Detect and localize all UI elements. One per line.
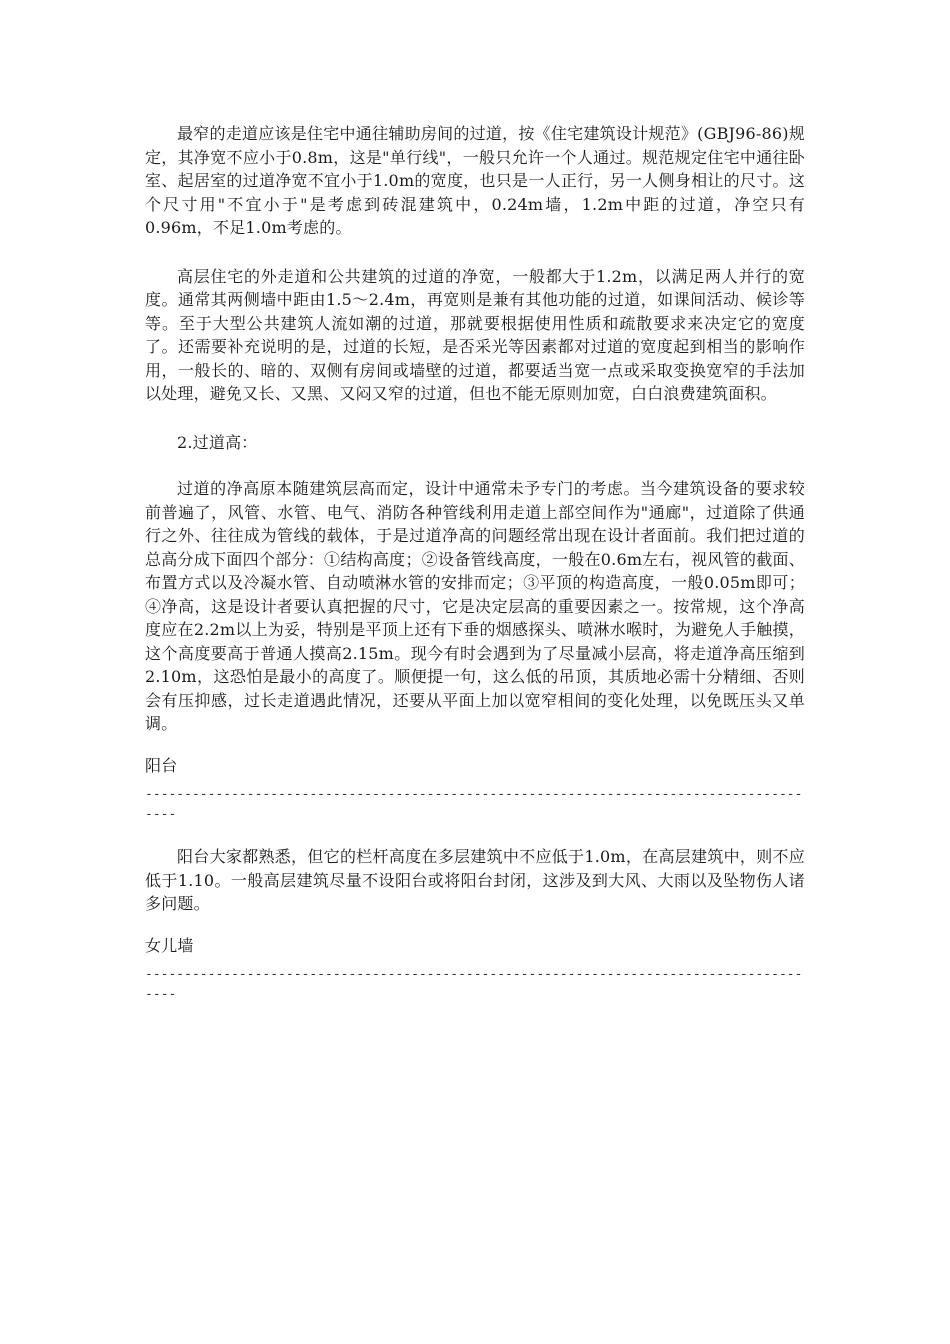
section-heading-parapet: 女儿墙 — [145, 935, 194, 955]
paragraph-balcony: 阳台大家都熟悉，但它的栏杆高度在多层建筑中不应低于1.0m，在高层建筑中，则不应低于1.10。一般高层建筑尽量不设阳台或将阳台封闭，这涉及到大风、大雨以及坠物伤人诸多问题。 — [145, 847, 805, 913]
dashed-divider-balcony: ---------------------------------------------------------------------------------------- — [145, 787, 803, 822]
paragraph-corridor-height: 过道的净高原本随建筑层高而定，设计中通常未予专门的考虑。当今建筑设备的要求较前普遍了，风管、水管、电气、消防各种管线利用走道上部空间作为"通廊"，过道除了供通行之外、往往成为管线的载体，于是过道净高的问题经常出现在设计者面前。我们把过道的总高分成下面四个部分：①结构高度；②设备管线高度，一般在0.6m左右，视风管的截面、布置方式以及冷凝水管、自动喷淋水管的安排而定；③平顶的构造高度，一般0.05m即可；④净高，这是设计者要认真把握的尺寸，它是决定层高的重要因素之一。按常规，这个净高度应在2.2m以上为妥，特别是平顶上还有下垂的烟感探头、喷淋水喉时，为避免人手触摸，这个高度要高于普通人摸高2.15m。现今有时会遇到为了尽量减小层高，将走道净高压缩到2.10m，这恐怕是最小的高度了。顺便提一句，这么低的吊顶，其质地必需十分精细、否则会有压抑感，过长走道遇此情况，还要从平面上加以宽窄相间的变化处理，以免既压头又单调。 — [145, 479, 805, 733]
paragraph-corridor-width-public: 高层住宅的外走道和公共建筑的过道的净宽，一般都大于1.2m，以满足两人并行的宽度。通常其两侧墙中距由1.5～2.4m，再宽则是兼有其他功能的过道，如课间活动、候诊等等。至于大型公共建筑人流如潮的过道，那就要根据使用性质和疏散要求来决定它的宽度了。还需要补充说明的是，过道的长短，是否采光等因素都对过道的宽度起到相当的影响作用，一般长的、暗的、双侧有房间或墙壁的过道，都要适当宽一点或采取变换宽窄的手法加以处理，避免又长、又黑、又闷又窄的过道，但也不能无原则加宽，白白浪费建筑面积。 — [145, 266, 805, 403]
section-heading-balcony: 阳台 — [145, 755, 178, 775]
paragraph-corridor-width-min: 最窄的走道应该是住宅中通往辅助房间的过道，按《住宅建筑设计规范》(GBJ96-86)规定，其净宽不应小于0.8m，这是"单行线"，一般只允许一个人通过。规范规定住宅中通往卧室、起居室的过道净宽不宜小于1.0m的宽度，也只是一人正行，另一人侧身相让的尺寸。这个尺寸用"不宜小于"是考虑到砖混建筑中，0.24m墙，1.2m中距的过道，净空只有0.96m，不足1.0m考虑的。 — [145, 124, 805, 237]
document-page — [145, 122, 805, 1025]
dashed-divider-parapet: ---------------------------------------------------------------------------------------- — [145, 967, 803, 1002]
subheading-corridor-height: 2.过道高： — [177, 432, 258, 452]
